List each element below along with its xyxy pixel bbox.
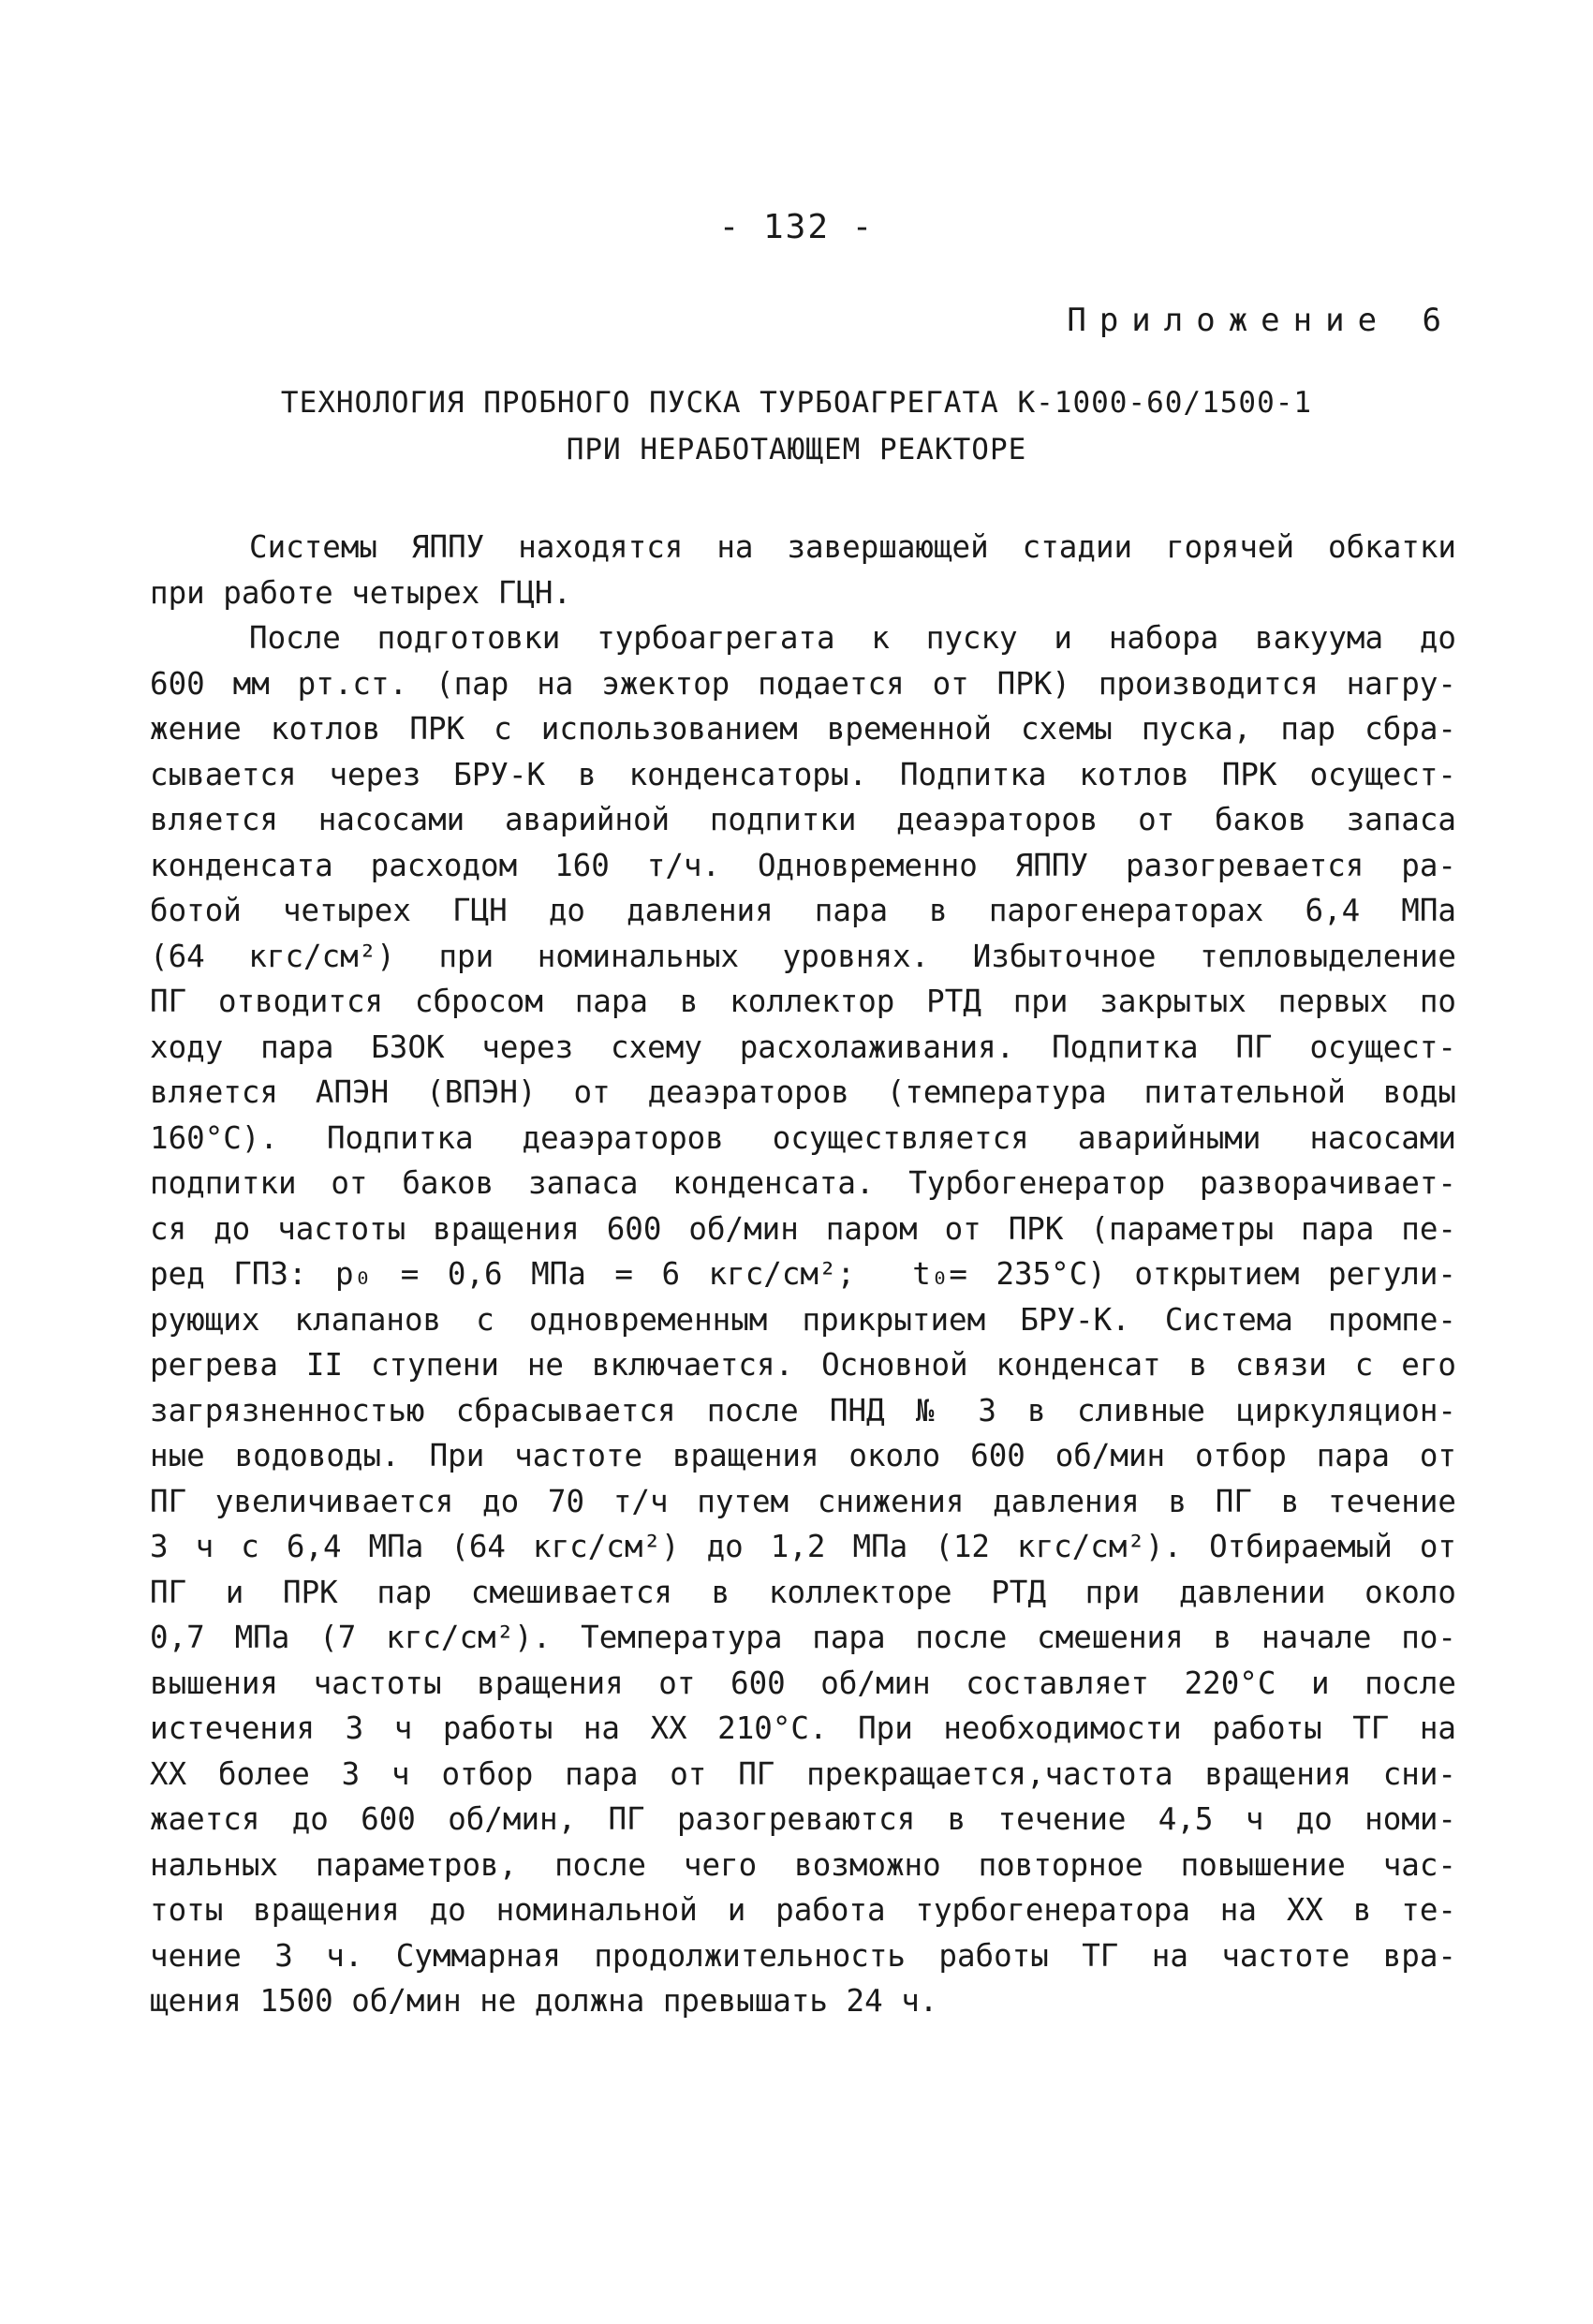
text-line: тоты вращения до номинальной и работа турбогенератора на ХХ в те- — [150, 1892, 1456, 1928]
text-line: регрева II ступени не включается. Основной конденсат в связи с его — [150, 1347, 1456, 1383]
text-line: ходу пара БЗОК через схему расхолаживания. Подпитка ПГ осущест- — [150, 1029, 1456, 1065]
document-title — [0, 379, 1593, 473]
text-line: чение 3 ч. Суммарная продолжительность работы ТГ на частоте вра- — [150, 1937, 1456, 1974]
text-line: вышения частоты вращения от 600 об/мин составляет 220°С и после — [150, 1665, 1456, 1701]
text-line: вляется АПЭН (ВПЭН) от деаэраторов (температура питательной воды — [150, 1074, 1456, 1110]
body-text — [150, 525, 1456, 2024]
text-line: при работе четырех ГЦН. — [150, 574, 572, 611]
appendix-label: Приложение 6 — [1067, 302, 1454, 339]
text-line: жается до 600 об/мин, ПГ разогреваются в течение 4,5 ч до номи- — [150, 1801, 1456, 1837]
text-line: подпитки от баков запаса конденсата. Турбогенератор разворачивает- — [150, 1165, 1456, 1201]
text-line: вляется насосами аварийной подпитки деаэраторов от баков запаса — [150, 802, 1456, 837]
text-line: 600 мм рт.ст. (пар на эжектор подается от ПРК) производится нагру- — [150, 665, 1456, 702]
paragraph-1 — [150, 525, 1456, 615]
text-line: нальных параметров, после чего возможно повторное повышение час- — [150, 1846, 1456, 1883]
text-line: (64 кгс/см²) при номинальных уровнях. Избыточное тепловыделение — [150, 938, 1456, 974]
text-line: Системы ЯППУ находятся на завершающей стадии горячей обкатки — [249, 529, 1456, 565]
text-line: жение котлов ПРК с использованием временной схемы пуска, пар сбра- — [150, 711, 1456, 747]
page-number: - 132 - — [718, 208, 875, 246]
title-line-1: ТЕХНОЛОГИЯ ПРОБНОГО ПУСКА ТУРБОАГРЕГАТА К-1000-60/1500-1 — [280, 386, 1313, 420]
text-line: 3 ч с 6,4 МПа (64 кгс/см²) до 1,2 МПа (12 кгс/см²). Отбираемый от — [150, 1529, 1456, 1564]
text-line: ПГ увеличивается до 70 т/ч путем снижения давления в ПГ в течение — [150, 1483, 1456, 1519]
text-line: ПГ и ПРК пар смешивается в коллекторе РТД при давлении около — [150, 1574, 1456, 1610]
text-line: загрязненностью сбрасывается после ПНД № 3 в сливные циркуляцион- — [150, 1392, 1456, 1428]
text-line: ред ГПЗ: р₀ = 0,6 МПа = 6 кгс/см²; t₀= 235°С) открытием регули- — [150, 1256, 1456, 1292]
text-line: рующих клапанов с одновременным прикрытием БРУ-К. Система промпе- — [150, 1301, 1456, 1338]
text-line: конденсата расходом 160 т/ч. Одновременно ЯППУ разогревается ра- — [150, 847, 1456, 883]
text-line: истечения 3 ч работы на ХХ 210°С. При необходимости работы ТГ на — [150, 1710, 1456, 1746]
text-line: ПГ отводится сбросом пара в коллектор РТД при закрытых первых по — [150, 984, 1456, 1019]
text-line: сывается через БРУ-К в конденсаторы. Подпитка котлов ПРК осущест- — [150, 756, 1456, 792]
text-line: щения 1500 об/мин не должна превышать 24 ч. — [150, 1983, 938, 2019]
title-line-2: ПРИ НЕРАБОТАЮЩЕМ РЕАКТОРЕ — [566, 433, 1027, 466]
text-line: ся до частоты вращения 600 об/мин паром от ПРК (параметры пара пе- — [150, 1210, 1456, 1247]
text-line: После подготовки турбоагрегата к пуску и набора вакуума до — [249, 620, 1456, 656]
text-line: ХХ более 3 ч отбор пара от ПГ прекращается,частота вращения сни- — [150, 1755, 1456, 1792]
text-line: 0,7 МПа (7 кгс/см²). Температура пара после смешения в начале по- — [150, 1620, 1456, 1655]
text-line: ные водоводы. При частоте вращения около 600 об/мин отбор пара от — [150, 1438, 1456, 1473]
text-line: ботой четырех ГЦН до давления пара в парогенераторах 6,4 МПа — [150, 893, 1456, 928]
paragraph-2 — [150, 615, 1456, 2024]
text-line: 160°С). Подпитка деаэраторов осуществляется аварийными насосами — [150, 1119, 1456, 1156]
